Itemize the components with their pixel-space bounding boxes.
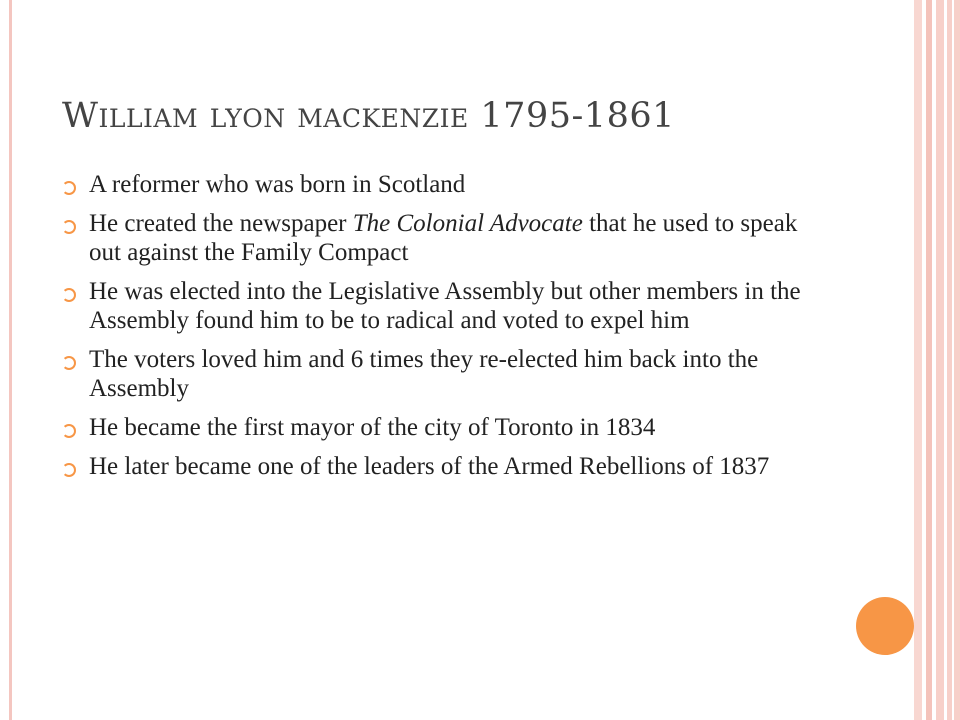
ring-bullet-icon xyxy=(62,424,76,438)
bullet-text: He was elected into the Legislative Assembly but other members in the Assembly found him to be to radical and voted to expel him xyxy=(89,278,801,334)
bullet-text-prefix: He created the newspaper xyxy=(89,210,353,237)
bullet-text: The voters loved him and 6 times they re-elected him back into the Assembly xyxy=(89,346,759,402)
orange-circle-icon xyxy=(856,597,914,655)
bullet-item xyxy=(62,209,832,267)
bullet-text: A reformer who was born in Scotland xyxy=(89,171,466,198)
bullet-item xyxy=(62,345,832,403)
bullet-item xyxy=(62,170,832,199)
right-stripe xyxy=(914,0,922,720)
right-stripe xyxy=(936,0,960,720)
bullet-item xyxy=(62,277,832,335)
bullet-text: He later became one of the leaders of the Armed Rebellions of 1837 xyxy=(89,453,770,480)
bullet-item xyxy=(62,452,832,481)
right-stripe xyxy=(944,0,947,720)
bullet-text: He became the first mayor of the city of Toronto in 1834 xyxy=(89,414,656,441)
ring-bullet-icon xyxy=(62,220,76,234)
ring-bullet-icon xyxy=(62,356,76,370)
ring-bullet-icon xyxy=(62,288,76,302)
right-stripe xyxy=(952,0,954,720)
ring-bullet-icon xyxy=(62,181,76,195)
newspaper-title: The Colonial Advocate xyxy=(352,210,583,237)
slide-title: William lyon mackenzie 1795-1861 xyxy=(62,96,675,136)
bullet-item xyxy=(62,413,832,442)
ring-bullet-icon xyxy=(62,463,76,477)
left-border xyxy=(9,0,12,720)
bullet-list xyxy=(62,170,832,491)
bullet-text-suffix: that he used to speak out against the Family Compact xyxy=(89,210,798,266)
